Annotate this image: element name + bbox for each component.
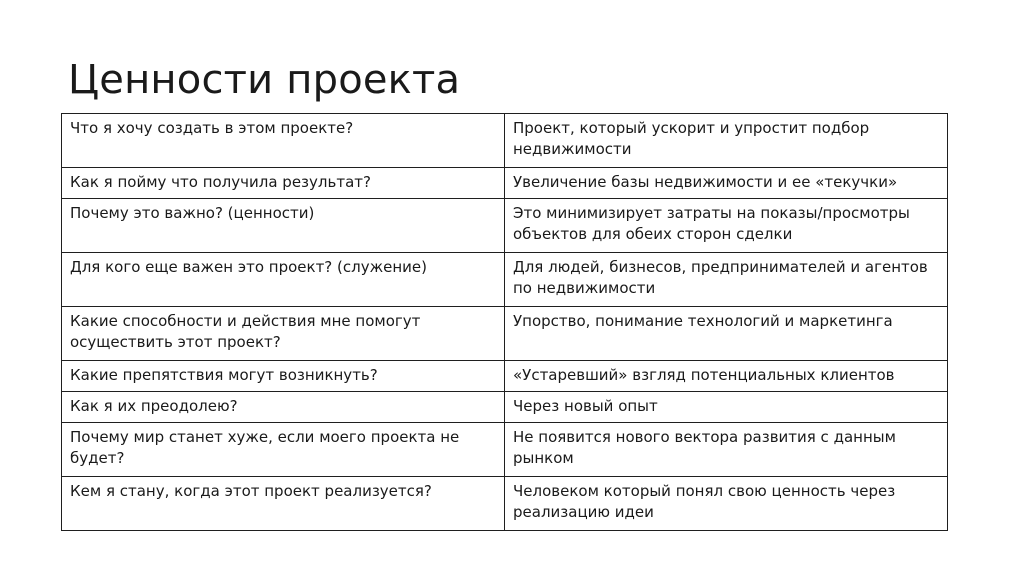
- question-cell: Почему мир станет хуже, если моего проекта не будет?: [62, 423, 505, 477]
- question-cell: Как я пойму что получила результат?: [62, 168, 505, 199]
- table-row: [62, 168, 948, 199]
- answer-cell: Человеком который понял свою ценность через реализацию идеи: [505, 477, 948, 531]
- table-row: [62, 361, 948, 392]
- answer-cell: Для людей, бизнесов, предпринимателей и агентов по недвижимости: [505, 253, 948, 307]
- table-row: [62, 114, 948, 168]
- table-row: [62, 423, 948, 477]
- answer-cell: Увеличение базы недвижимости и ее «текучки»: [505, 168, 948, 199]
- question-cell: Почему это важно? (ценности): [62, 199, 505, 253]
- question-cell: Какие способности и действия мне помогут осуществить этот проект?: [62, 307, 505, 361]
- table-row: [62, 392, 948, 423]
- table-row: [62, 253, 948, 307]
- table-row: [62, 477, 948, 531]
- answer-cell: Не появится нового вектора развития с данным рынком: [505, 423, 948, 477]
- values-table: [61, 113, 948, 531]
- question-cell: Кем я стану, когда этот проект реализуется?: [62, 477, 505, 531]
- slide-title: Ценности проекта: [68, 57, 461, 103]
- table-row: [62, 307, 948, 361]
- question-cell: Какие препятствия могут возникнуть?: [62, 361, 505, 392]
- question-cell: Для кого еще важен это проект? (служение): [62, 253, 505, 307]
- answer-cell: «Устаревший» взгляд потенциальных клиентов: [505, 361, 948, 392]
- answer-cell: Упорство, понимание технологий и маркетинга: [505, 307, 948, 361]
- answer-cell: Проект, который ускорит и упростит подбор недвижимости: [505, 114, 948, 168]
- answer-cell: Это минимизирует затраты на показы/просмотры объектов для обеих сторон сделки: [505, 199, 948, 253]
- question-cell: Что я хочу создать в этом проекте?: [62, 114, 505, 168]
- question-cell: Как я их преодолею?: [62, 392, 505, 423]
- answer-cell: Через новый опыт: [505, 392, 948, 423]
- table-row: [62, 199, 948, 253]
